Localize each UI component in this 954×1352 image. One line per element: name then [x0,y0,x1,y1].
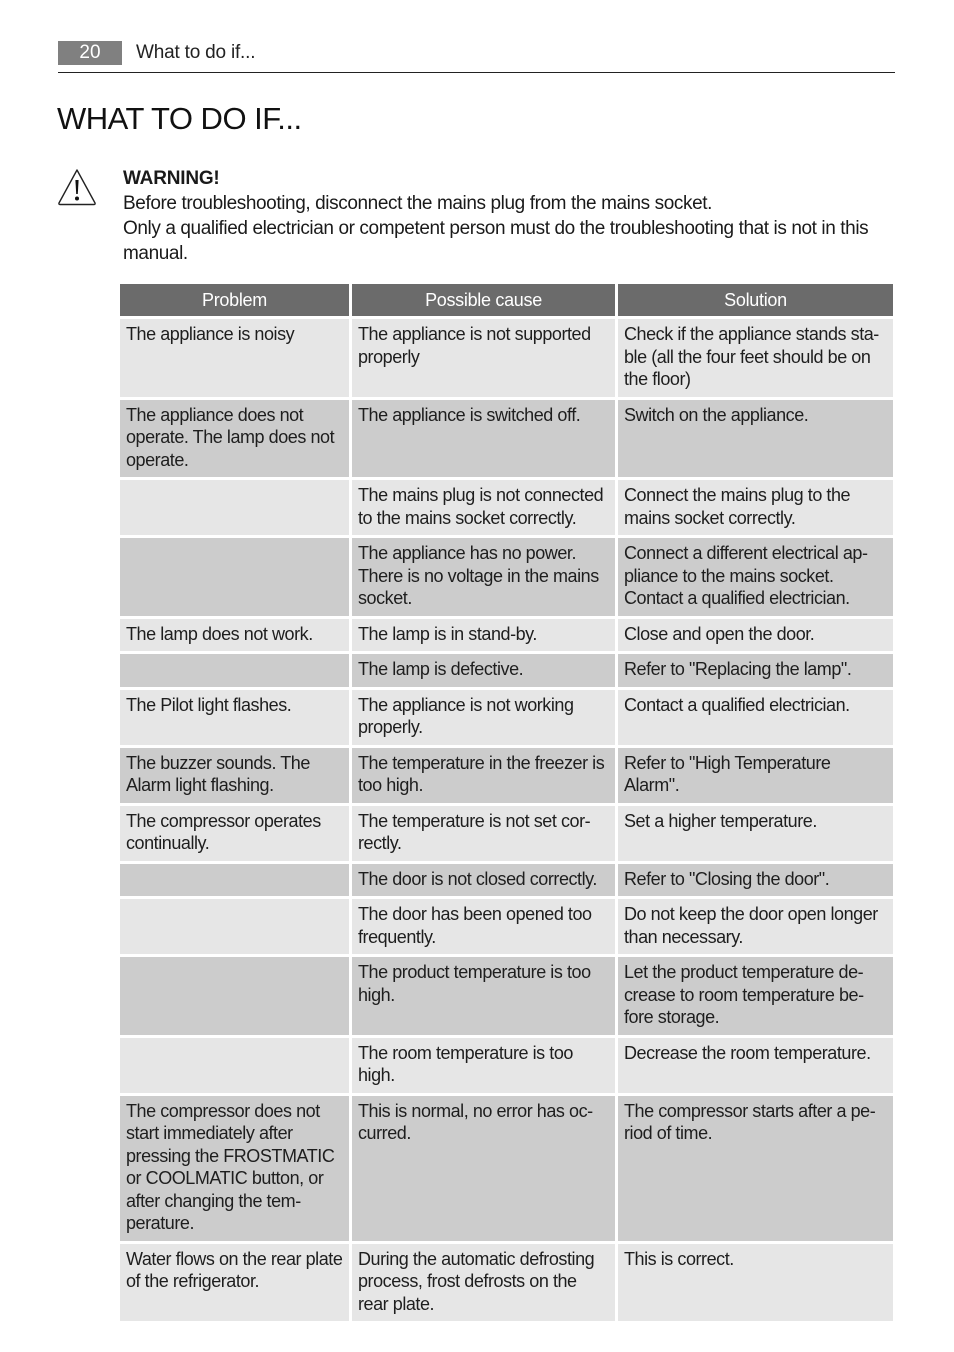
cause-cell: The room temperature is too high. [352,1038,615,1093]
table-row [120,1096,893,1241]
problem-cell: The Pilot light flashes. [120,690,349,745]
column-header-problem: Problem [120,284,349,316]
cause-cell: The lamp is in stand-by. [352,619,615,652]
problem-cell: The appliance does not operate. The lamp does not operate. [120,400,349,478]
solution-cell: Check if the appliance stands sta-ble (all the four feet should be on the floor) [618,319,893,397]
solution-cell: Do not keep the door open longer than necessary. [618,899,893,954]
column-header-solution: Solution [618,284,893,316]
solution-cell: The compressor starts after a pe-riod of time. [618,1096,893,1241]
troubleshooting-table [117,281,896,1324]
table-row [120,619,893,652]
table-row [120,400,893,478]
solution-cell: This is correct. [618,1244,893,1322]
table-row [120,1244,893,1322]
problem-cell [120,1038,349,1093]
problem-cell [120,480,349,535]
solution-cell: Refer to "Closing the door". [618,864,893,897]
warning-line: Before troubleshooting, disconnect the mains plug from the mains socket. [123,193,713,214]
table-row [120,690,893,745]
table-row [120,319,893,397]
page-header [58,40,895,73]
cause-cell: The door is not closed correctly. [352,864,615,897]
cause-cell: The appliance has no power. There is no voltage in the mains socket. [352,538,615,616]
solution-cell: Connect the mains plug to the mains socket correctly. [618,480,893,535]
table-row [120,748,893,803]
solution-cell: Refer to "Replacing the lamp". [618,654,893,687]
cause-cell: The temperature is not set cor-rectly. [352,806,615,861]
table-row [120,480,893,535]
cause-cell: The appliance is switched off. [352,400,615,478]
problem-cell [120,957,349,1035]
problem-cell [120,864,349,897]
warning-line: Only a qualified electrician or competent person must do the troubleshooting that is not in this manual. [123,218,869,264]
cause-cell: This is normal, no error has oc-curred. [352,1096,615,1241]
column-header-cause: Possible cause [352,284,615,316]
problem-cell [120,899,349,954]
cause-cell: The appliance is not working properly. [352,690,615,745]
problem-cell [120,538,349,616]
cause-cell: The mains plug is not connected to the mains socket correctly. [352,480,615,535]
table-row [120,1038,893,1093]
table-row [120,538,893,616]
table-row [120,654,893,687]
warning-heading: WARNING! [123,168,220,189]
page-title: WHAT TO DO IF... [57,101,302,136]
problem-cell: The appliance is noisy [120,319,349,397]
section-title: What to do if... [136,42,256,63]
solution-cell: Decrease the room temperature. [618,1038,893,1093]
table-row [120,957,893,1035]
cause-cell: The appliance is not supported properly [352,319,615,397]
problem-cell: Water flows on the rear plate of the refrigerator. [120,1244,349,1322]
cause-cell: During the automatic defrosting process, frost defrosts on the rear plate. [352,1244,615,1322]
solution-cell: Close and open the door. [618,619,893,652]
table-row [120,899,893,954]
problem-cell: The compressor operates continually. [120,806,349,861]
solution-cell: Contact a qualified electrician. [618,690,893,745]
table-header-row [120,284,893,316]
solution-cell: Refer to "High Temperature Alarm". [618,748,893,803]
problem-cell: The lamp does not work. [120,619,349,652]
warning-block [123,166,893,266]
warning-triangle-icon [57,168,97,206]
problem-cell: The compressor does not start immediately after pressing the FROSTMATIC or COOLMATIC button, or after changing the tem-perature. [120,1096,349,1241]
solution-cell: Connect a different electrical ap-pliance to the mains socket. Contact a qualified electrician. [618,538,893,616]
cause-cell: The lamp is defective. [352,654,615,687]
cause-cell: The product temperature is too high. [352,957,615,1035]
cause-cell: The temperature in the freezer is too high. [352,748,615,803]
cause-cell: The door has been opened too frequently. [352,899,615,954]
problem-cell [120,654,349,687]
problem-cell: The buzzer sounds. The Alarm light flashing. [120,748,349,803]
solution-cell: Let the product temperature de-crease to room temperature be-fore storage. [618,957,893,1035]
table-row [120,806,893,861]
solution-cell: Set a higher temperature. [618,806,893,861]
page-number: 20 [58,41,122,65]
solution-cell: Switch on the appliance. [618,400,893,478]
table-row [120,864,893,897]
